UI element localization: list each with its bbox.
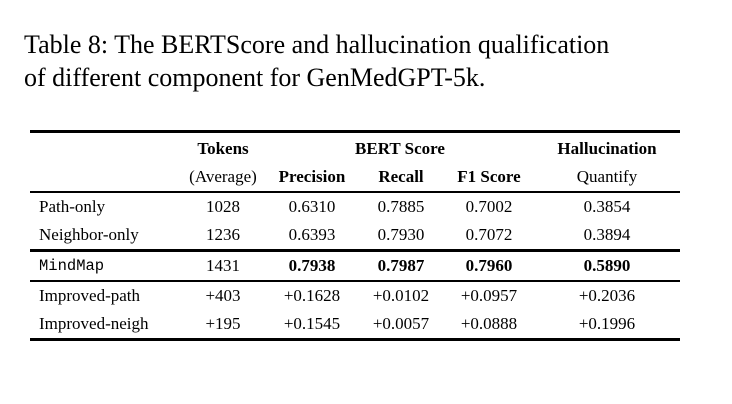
- cell-precision: 0.7938: [266, 251, 358, 282]
- cell-hallucination: 0.3894: [534, 221, 680, 251]
- cell-f1: +0.0888: [444, 310, 534, 340]
- cell-f1: +0.0957: [460, 286, 518, 305]
- table-row: [30, 251, 680, 282]
- row-name: Neighbor-only: [30, 221, 180, 251]
- header-recall: Recall: [358, 163, 444, 192]
- cell-recall: 0.7885: [377, 197, 425, 216]
- header-row-2: [30, 163, 680, 192]
- table-caption: [24, 28, 714, 94]
- header-bert-score: BERT Score: [266, 132, 534, 164]
- header-row-1: [30, 132, 680, 164]
- row-name: Improved-path: [39, 286, 141, 305]
- cell-f1: 0.7072: [444, 221, 534, 251]
- caption-line-2: of different component for GenMedGPT-5k.: [24, 63, 486, 92]
- cell-tokens: 1028: [206, 197, 240, 216]
- cell-recall: +0.0057: [358, 310, 444, 340]
- header-f1: F1 Score: [444, 163, 534, 192]
- table-row: [30, 221, 680, 251]
- header-tokens: Tokens: [180, 132, 266, 164]
- table-row: [30, 281, 680, 310]
- cell-hallucination: +0.2036: [578, 286, 636, 305]
- cell-precision: 0.6310: [288, 197, 336, 216]
- cell-tokens: 1431: [180, 251, 266, 282]
- cell-recall: +0.0102: [372, 286, 430, 305]
- cell-hallucination: 0.5890: [534, 251, 680, 282]
- cell-tokens: 1236: [180, 221, 266, 251]
- header-empty: [30, 132, 180, 164]
- header-average: (Average): [180, 163, 266, 192]
- header-precision: Precision: [266, 163, 358, 192]
- row-name: Path-only: [39, 197, 106, 216]
- cell-precision: 0.6393: [266, 221, 358, 251]
- header-hallucination: Hallucination: [534, 132, 680, 164]
- row-name: MindMap: [30, 251, 180, 282]
- results-table: [30, 130, 680, 341]
- header-empty-2: [30, 163, 180, 192]
- table-row: [30, 310, 680, 340]
- cell-f1: 0.7002: [465, 197, 513, 216]
- cell-hallucination: 0.3854: [583, 197, 631, 216]
- cell-recall: 0.7930: [358, 221, 444, 251]
- cell-tokens: +403: [205, 286, 241, 305]
- cell-tokens: +195: [180, 310, 266, 340]
- header-quantify: Quantify: [534, 163, 680, 192]
- cell-hallucination: +0.1996: [534, 310, 680, 340]
- cell-recall: 0.7987: [358, 251, 444, 282]
- cell-precision: +0.1545: [266, 310, 358, 340]
- table-row: [30, 192, 680, 221]
- row-name: Improved-neigh: [30, 310, 180, 340]
- cell-f1: 0.7960: [444, 251, 534, 282]
- caption-line-1: Table 8: The BERTScore and hallucination qualification: [24, 30, 610, 59]
- cell-precision: +0.1628: [283, 286, 341, 305]
